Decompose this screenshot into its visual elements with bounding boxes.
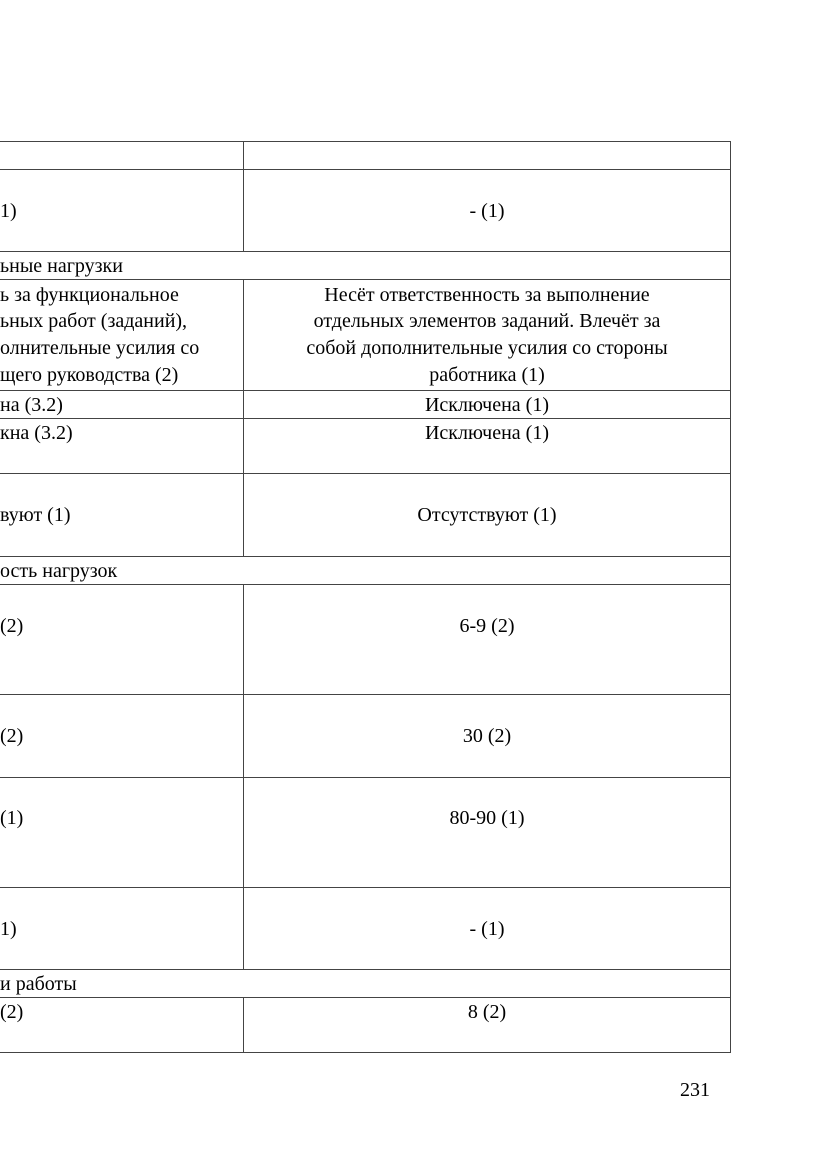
table-cell-right: - (1) [469, 918, 505, 940]
table-cell-left: (2) [0, 615, 24, 637]
table-rule [0, 1052, 731, 1053]
table-rule [0, 777, 731, 778]
table-rule [0, 694, 731, 695]
table-cell-left-line: ь за функциональное [0, 284, 179, 306]
table-cell-right: 6-9 (2) [459, 615, 515, 637]
table-cell-left: на (3.2) [0, 394, 63, 416]
table-rule [0, 390, 731, 391]
table-cell-left: вуют (1) [0, 504, 71, 526]
table-rule [0, 251, 731, 252]
section-heading: ьные нагрузки [0, 255, 123, 277]
table-cell-right: Исключена (1) [424, 422, 550, 444]
table-border-right [730, 141, 731, 1053]
page-number: 231 [680, 1079, 710, 1101]
table-cell-left: 1) [0, 200, 17, 222]
table-cell-left: (2) [0, 725, 24, 747]
table-cell-right-line: работника (1) [429, 364, 545, 386]
column-divider [243, 141, 244, 251]
table-cell-left-line: олнительные усилия со [0, 337, 200, 359]
table-rule [0, 169, 731, 170]
table-rule [0, 584, 731, 585]
table-cell-right: - (1) [469, 200, 505, 222]
column-divider [243, 584, 244, 969]
table-rule [0, 969, 731, 970]
table-cell-right-line: собой дополнительные усилия со стороны [306, 337, 668, 359]
table-cell-left: 1) [0, 918, 17, 940]
table-cell-left: (1) [0, 807, 24, 829]
table-rule [0, 279, 731, 280]
table-rule [0, 887, 731, 888]
table-rule [0, 141, 731, 142]
table-cell-left-line: щего руководства (2) [0, 364, 179, 386]
table-cell-left: (2) [0, 1001, 24, 1023]
table-rule [0, 556, 731, 557]
table-cell-right: Отсутствуют (1) [417, 504, 557, 526]
table-cell-right: 30 (2) [462, 725, 512, 747]
table-cell-right-line: отдельных элементов заданий. Влечёт за [313, 310, 661, 332]
table-rule [0, 418, 731, 419]
table-rule [0, 473, 731, 474]
section-heading: ость нагрузок [0, 560, 118, 582]
table-cell-left-line: ьных работ (заданий), [0, 310, 188, 332]
section-heading: и работы [0, 973, 77, 995]
table-cell-right: Исключена (1) [424, 394, 550, 416]
table-cell-right: 8 (2) [467, 1001, 507, 1023]
table-rule [0, 997, 731, 998]
table-cell-left: кна (3.2) [0, 422, 73, 444]
table-cell-right: 80-90 (1) [449, 807, 525, 829]
table-cell-right-line: Несёт ответственность за выполнение [324, 284, 650, 306]
